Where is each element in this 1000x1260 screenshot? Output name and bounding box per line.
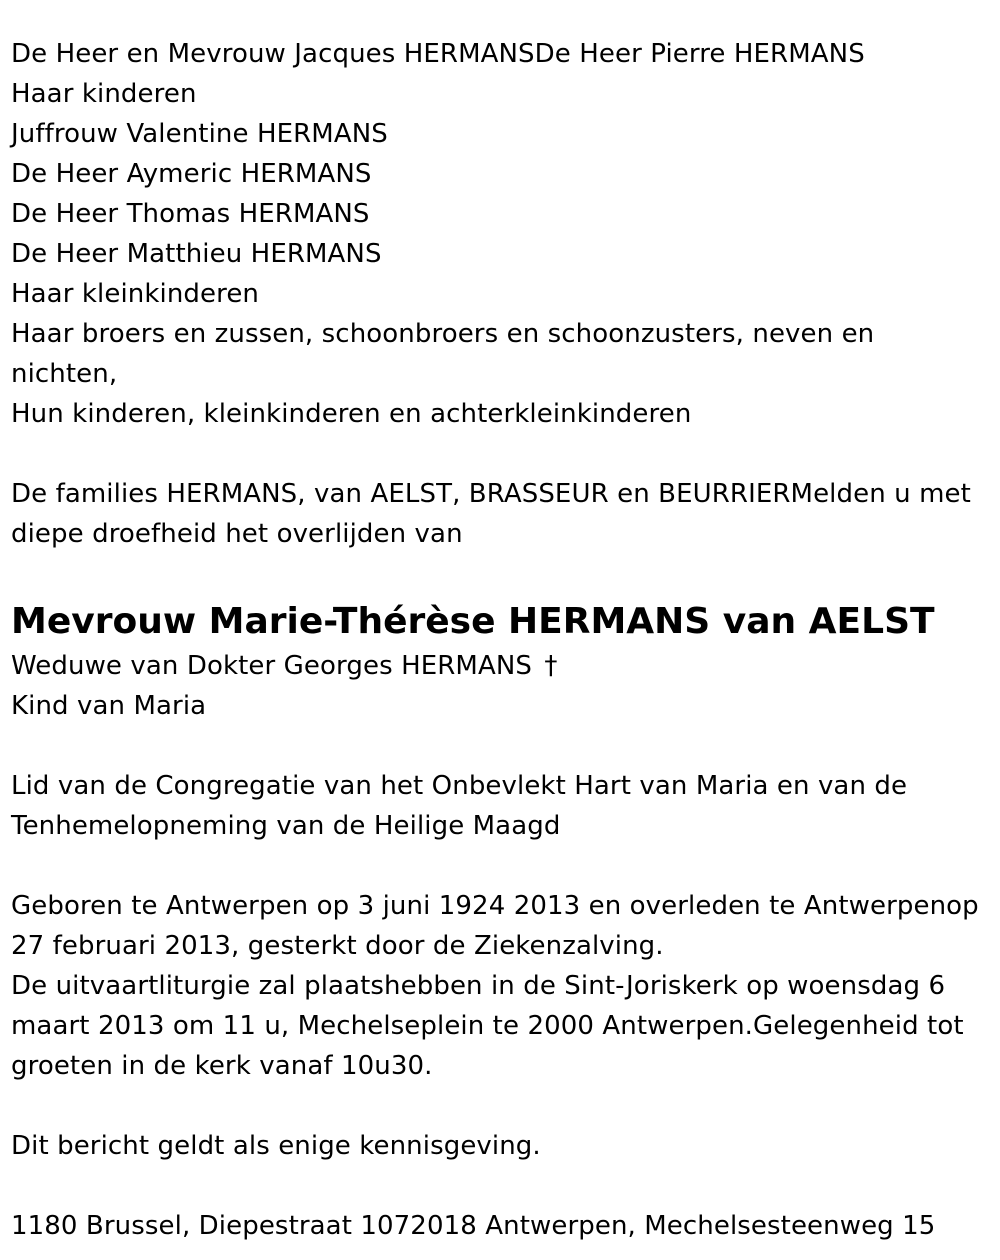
family-line: nichten,: [11, 359, 118, 389]
spacer: [11, 554, 991, 598]
details-line: maart 2013 om 11 u, Mechelseplein te 2000 Antwerpen.Gelegenheid tot: [11, 1011, 964, 1041]
family-line: De Heer Matthieu HERMANS: [11, 239, 382, 269]
funeral-details: [11, 886, 991, 1086]
spacer: [11, 434, 991, 474]
details-line: De uitvaartliturgie zal plaatshebben in de Sint-Joriskerk op woensdag 6: [11, 971, 946, 1001]
child-of-line: Kind van Maria: [11, 691, 207, 721]
family-line: De Heer en Mevrouw Jacques HERMANSDe Heer Pierre HERMANS: [11, 39, 865, 69]
announcement-line: De families HERMANS, van AELST, BRASSEUR en BEURRIERMelden u met: [11, 479, 971, 509]
details-line: 27 februari 2013, gesterkt door de Ziekenzalving.: [11, 931, 664, 961]
family-line: Haar broers en zussen, schoonbroers en schoonzusters, neven en: [11, 319, 875, 349]
spacer: [11, 846, 991, 886]
family-line: Haar kleinkinderen: [11, 279, 260, 309]
spacer: [11, 1166, 991, 1206]
family-line: Hun kinderen, kleinkinderen en achterkleinkinderen: [11, 399, 692, 429]
addresses-text: 1180 Brussel, Diepestraat 1072018 Antwerpen, Mechelsesteenweg 15: [11, 1211, 936, 1241]
family-line: Juffrouw Valentine HERMANS: [11, 119, 388, 149]
family-line: De Heer Aymeric HERMANS: [11, 159, 372, 189]
cross-icon: †: [544, 651, 558, 681]
details-line: groeten in de kerk vanaf 10u30.: [11, 1051, 433, 1081]
widow-of-text: Weduwe van Dokter Georges HERMANS: [11, 651, 532, 681]
notice-text: Dit bericht geldt als enige kennisgeving.: [11, 1131, 541, 1161]
details-line: Geboren te Antwerpen op 3 juni 1924 2013 en overleden te Antwerpenop: [11, 891, 979, 921]
congregation-text: [11, 766, 991, 846]
congregation-line: Tenhemelopneming van de Heilige Maagd: [11, 811, 561, 841]
deceased-name: Mevrouw Marie-Thérèse HERMANS van AELST: [11, 601, 935, 642]
family-line: De Heer Thomas HERMANS: [11, 199, 370, 229]
family-list: [11, 34, 991, 434]
announcement-line: diepe droefheid het overlijden van: [11, 519, 463, 549]
obituary-notice: [11, 34, 991, 1246]
announcement-text: [11, 474, 991, 554]
widow-of-line: [11, 646, 991, 686]
congregation-line: Lid van de Congregatie van het Onbevlekt Hart van Maria en van de: [11, 771, 908, 801]
family-line: Haar kinderen: [11, 79, 197, 109]
spacer: [11, 1086, 991, 1126]
spacer: [11, 726, 991, 766]
